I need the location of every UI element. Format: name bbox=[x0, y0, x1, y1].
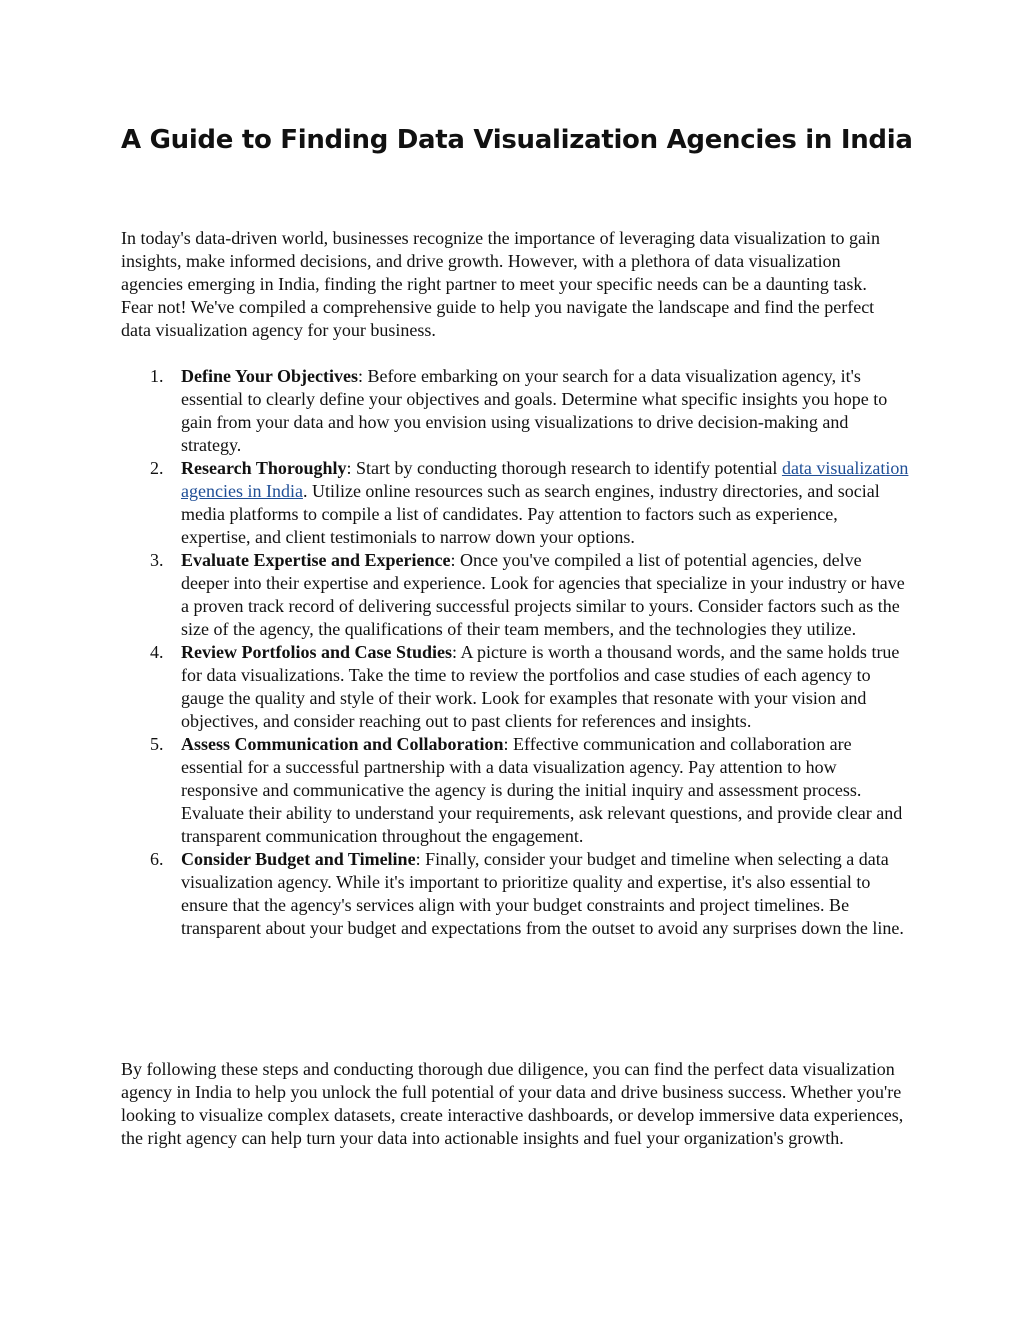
step-title: Research Thoroughly bbox=[181, 458, 347, 478]
step-title: Review Portfolios and Case Studies bbox=[181, 642, 452, 662]
list-item bbox=[121, 641, 911, 733]
step-title: Define Your Objectives bbox=[181, 366, 358, 386]
step-text: . Utilize online resources such as search engines, industry directories, and social media platforms to compile a list of candidates. Pay attention to factors such as experience, expertise, and client testimonials to narrow down your options. bbox=[181, 481, 880, 547]
step-title: Evaluate Expertise and Experience bbox=[181, 550, 451, 570]
step-text: : Start by conducting thorough research to identify potential bbox=[346, 458, 782, 478]
list-item-number: 6. bbox=[150, 849, 164, 869]
step-text: : Once you've compiled a list of potential agencies, delve deeper into their expertise and experience. Look for agencies that specialize in your industry or have a proven track record of delivering successful projects similar to yours. Consider factors such as the size of the agency, the qualifications of their team members, and the technologies they utilize. bbox=[181, 550, 905, 639]
list-item-number: 5. bbox=[150, 734, 164, 754]
agencies-link[interactable]: data visualization agencies in India bbox=[181, 458, 909, 501]
step-text: : A picture is worth a thousand words, and the same holds true for data visualizations. Take the time to review the portfolios and case studies of each agency to gauge the quality and style of their work. Look for examples that resonate with your vision and objectives, and consider reaching out to past clients for references and insights. bbox=[181, 642, 900, 731]
conclusion-paragraph: By following these steps and conducting thorough due diligence, you can find the perfect data visualization agency in India to help you unlock the full potential of your data and drive business success. Whether you're looking to visualize complex datasets, create interactive dashboards, or develop immersive data experiences, the right agency can help turn your data into actionable insights and fuel your organization's growth. bbox=[121, 1059, 904, 1148]
list-item bbox=[121, 457, 911, 549]
list-item-number: 2. bbox=[150, 458, 164, 478]
list-item bbox=[121, 733, 911, 848]
step-title: Assess Communication and Collaboration bbox=[181, 734, 504, 754]
step-text: : Finally, consider your budget and timeline when selecting a data visualization agency. While it's important to prioritize quality and expertise, it's also essential to ensure that the agency's services align with your budget constraints and project timelines. Be transparent about your budget and expectations from the outset to avoid any surprises down the line. bbox=[181, 849, 904, 938]
step-title: Consider Budget and Timeline bbox=[181, 849, 416, 869]
steps-list bbox=[121, 365, 911, 940]
list-item bbox=[121, 365, 911, 457]
list-item-number: 3. bbox=[150, 550, 164, 570]
list-item-number: 4. bbox=[150, 642, 164, 662]
list-item bbox=[121, 848, 911, 940]
list-item bbox=[121, 549, 911, 641]
list-item-number: 1. bbox=[150, 366, 164, 386]
step-text: : Effective communication and collaboration are essential for a successful partnership with a data visualization agency. Pay attention to how responsive and communicative the agency is during the initial inquiry and assessment process. Evaluate their ability to understand your requirements, ask relevant questions, and provide clear and transparent communication throughout the engagement. bbox=[181, 734, 903, 846]
intro-paragraph: In today's data-driven world, businesses recognize the importance of leveraging data visualization to gain insights, make informed decisions, and drive growth. However, with a plethora of data visualization agencies emerging in India, finding the right partner to meet your specific needs can be a daunting task. Fear not! We've compiled a comprehensive guide to help you navigate the landscape and find the perfect data visualization agency for your business. bbox=[121, 228, 880, 340]
step-text: : Before embarking on your search for a data visualization agency, it's essential to clearly define your objectives and goals. Determine what specific insights you hope to gain from your data and how you envision using visualizations to drive decision-making and strategy. bbox=[181, 366, 888, 455]
document-title: A Guide to Finding Data Visualization Agencies in India bbox=[121, 125, 913, 155]
